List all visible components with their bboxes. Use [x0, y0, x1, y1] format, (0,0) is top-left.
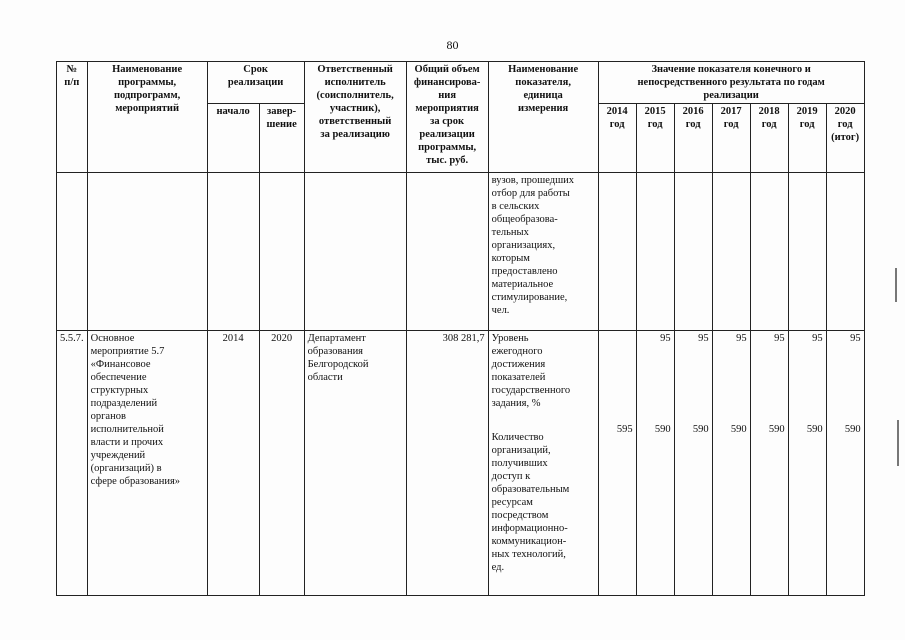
header-year-2017: 2017 год	[712, 104, 750, 173]
header-finance: Общий объем финансирова- ния мероприятия за срок реализации программы, тыс. руб.	[406, 62, 488, 173]
value-2016-count: 590	[692, 424, 709, 435]
cell-value-empty	[712, 173, 750, 331]
header-year-2018: 2018 год	[750, 104, 788, 173]
value-2014-count: 595	[616, 424, 633, 435]
header-year-2016: 2016 год	[674, 104, 712, 173]
value-2016-level: 95	[698, 333, 709, 344]
value-2020-level: 95	[850, 333, 861, 344]
cell-end: 2020	[259, 331, 304, 596]
header-indicator: Наименование показателя, единица измерения	[488, 62, 598, 173]
table-row	[57, 173, 865, 331]
indicator-ict-access-organizations: Количество организаций, получивших доступ к образовательным ресурсам посредством информационно- коммуникацион- ных технологий, ед.	[491, 432, 570, 573]
cell-name-empty	[87, 173, 207, 331]
cell-num-empty	[57, 173, 88, 331]
cell-end-empty	[259, 173, 304, 331]
value-spacer	[716, 345, 747, 423]
cell-num: 5.5.7.	[57, 331, 88, 596]
cell-value-empty	[598, 173, 636, 331]
header-name: Наименование программы, подпрограмм, мероприятий	[87, 62, 207, 173]
cell-year-2014	[598, 331, 636, 596]
header-year-2019: 2019 год	[788, 104, 826, 173]
value-2015-count: 590	[654, 424, 671, 435]
value-2017-count: 590	[730, 424, 747, 435]
cell-responsible-empty	[304, 173, 406, 331]
value-2015-level: 95	[660, 333, 671, 344]
value-2019-count: 590	[806, 424, 823, 435]
header-start: начало	[207, 104, 259, 173]
scan-edge-mark	[897, 420, 899, 466]
cell-name: Основное мероприятие 5.7 «Финансовое обеспечение структурных подразделений органов исполнительной власти и прочих учреждений (организаций) в сфере образования»	[87, 331, 207, 596]
header-row-1	[57, 62, 865, 104]
table-row	[57, 331, 865, 596]
cell-year-2017	[712, 331, 750, 596]
header-end: завер- шение	[259, 104, 304, 173]
indicator-state-task-level: Уровень ежегодного достижения показателей государственного задания, %	[491, 333, 571, 409]
cell-start: 2014	[207, 331, 259, 596]
value-spacer	[754, 345, 785, 423]
cell-finance: 308 281,7	[406, 331, 488, 596]
cell-year-2020	[826, 331, 864, 596]
value-2020-count: 590	[844, 424, 861, 435]
cell-year-2016	[674, 331, 712, 596]
cell-finance-empty	[406, 173, 488, 331]
value-spacer	[830, 345, 861, 423]
header-num: № п/п	[57, 62, 88, 173]
cell-indicators	[488, 331, 598, 596]
indicator-spacer	[492, 410, 595, 431]
page-number: 80	[446, 38, 459, 52]
value-spacer	[602, 332, 633, 423]
scan-edge-mark	[895, 268, 897, 302]
cell-start-empty	[207, 173, 259, 331]
cell-year-2015	[636, 331, 674, 596]
header-year-2014: 2014 год	[598, 104, 636, 173]
header-year-2015: 2015 год	[636, 104, 674, 173]
cell-value-empty	[636, 173, 674, 331]
value-2017-level: 95	[736, 333, 747, 344]
header-values-group: Значение показателя конечного и непосредственного результата по годам реализации	[598, 62, 864, 104]
cell-indicator-continued: вузов, прошедших отбор для работы в сельских общеобразова- тельных организациях, которым предоставлено материальное стимулирование, чел.	[488, 173, 598, 331]
cell-value-empty	[788, 173, 826, 331]
value-2018-count: 590	[768, 424, 785, 435]
value-spacer	[792, 345, 823, 423]
cell-value-empty	[750, 173, 788, 331]
header-year-2020: 2020 год (итог)	[826, 104, 864, 173]
value-2019-level: 95	[812, 333, 823, 344]
cell-responsible: Департамент образования Белгородской области	[304, 331, 406, 596]
cell-year-2019	[788, 331, 826, 596]
value-2018-level: 95	[774, 333, 785, 344]
value-spacer	[678, 345, 709, 423]
cell-year-2018	[750, 331, 788, 596]
value-spacer	[640, 345, 671, 423]
cell-value-empty	[674, 173, 712, 331]
header-responsible: Ответственный исполнитель (соисполнитель, участник), ответственный за реализацию	[304, 62, 406, 173]
cell-value-empty	[826, 173, 864, 331]
program-table	[56, 61, 865, 596]
header-term: Срок реализации	[207, 62, 304, 104]
